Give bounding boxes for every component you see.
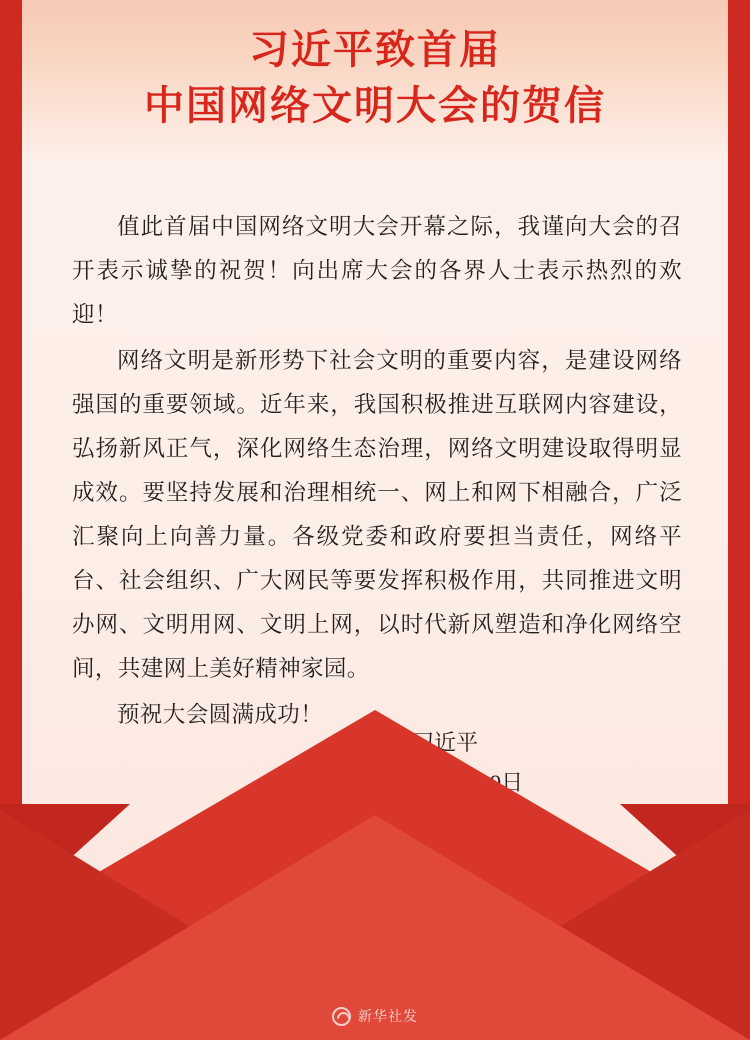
footer-credit-text: 新华社发 [358, 1008, 418, 1024]
page-title-line-2: 中国网络文明大会的贺信 [144, 82, 606, 128]
letter-body [72, 205, 682, 739]
footer-credit [0, 1006, 750, 1026]
signature-date: 2021年11月19日 [370, 770, 524, 795]
xinhua-logo-icon [332, 1007, 351, 1026]
page-title-line-1: 习近平致首届 [249, 27, 501, 73]
letter-paragraph-1: 值此首届中国网络文明大会开幕之际，我谨向大会的召开表示诚挚的祝贺！向出席大会的各界人士表示热烈的欢迎！ [72, 214, 682, 327]
signature-name: 习近平 [412, 730, 479, 755]
letter-paragraph-2: 网络文明是新形势下社会文明的重要内容，是建设网络强国的重要领域。近年来，我国积极推进互联网内容建设，弘扬新风正气，深化网络生态治理，网络文明建设取得明显成效。要坚持发展和治理相统一、网上和网下相融合，广泛汇聚向上向善力量。各级党委和政府要担当责任，网络平台、社会组织、广大网民等要发挥积极作用，共同推进文明办网、文明用网、文明上网，以时代新风塑造和净化网络空间，共建网上美好精神家园。 [72, 348, 682, 681]
poster-header [22, 0, 728, 155]
letter-paragraph-3: 预祝大会圆满成功！ [117, 702, 324, 727]
